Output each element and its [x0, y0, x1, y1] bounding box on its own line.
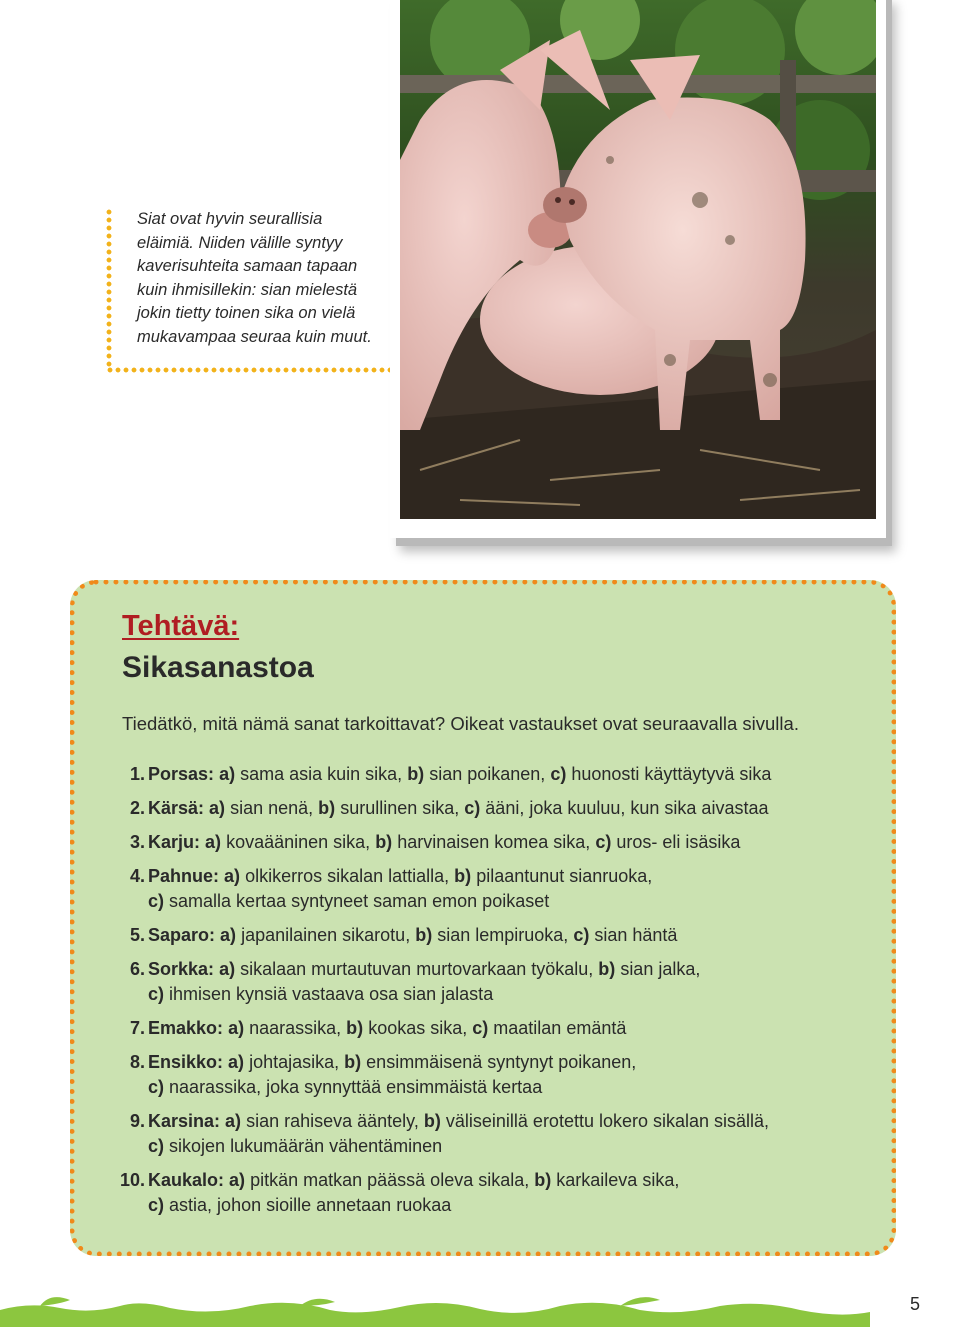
question-number: 2. [129, 798, 145, 818]
question-word: Karsina: [148, 1111, 221, 1131]
option-letter-c: c) [148, 891, 165, 911]
option-letter-b: b) [407, 764, 425, 784]
option-letter-a: a) [229, 1170, 246, 1190]
caption-line: kaverisuhteita samaan tapaan [137, 257, 358, 275]
option-letter-c: c) [148, 984, 165, 1004]
question-number: 5. [129, 925, 145, 945]
question-word: Saparo: [148, 925, 216, 945]
task-label: Tehtävä: [122, 610, 240, 642]
question-word: Sorkka: [148, 959, 215, 979]
option-c: maatilan emäntä [493, 1018, 627, 1038]
option-c: naarassika, joka synnyttää ensimmäistä kertaa [169, 1077, 543, 1097]
option-b: pilaantunut sianruoka, [476, 866, 653, 886]
option-letter-b: b) [344, 1052, 362, 1072]
caption-line: mukavampaa seuraa kuin muut. [137, 327, 372, 346]
question-number: 4. [129, 866, 145, 886]
question-item [120, 1168, 880, 1218]
option-b: väliseinillä erotettu lokero sikalan sisällä, [445, 1111, 770, 1131]
question-number: 6. [129, 959, 145, 979]
question-word: Kärsä: [148, 798, 205, 818]
question-item [120, 923, 880, 948]
caption-line: eläimiä. Niiden välille syntyy [137, 233, 343, 252]
option-letter-c: c) [595, 832, 612, 852]
option-b: surullinen sika, [340, 798, 460, 818]
option-b: karkaileva sika, [556, 1170, 680, 1190]
question-word: Karju: [148, 832, 201, 852]
grass-decoration [0, 1292, 960, 1327]
option-letter-c: c) [573, 925, 590, 945]
option-letter-b: b) [318, 798, 336, 818]
option-letter-a: a) [209, 798, 226, 818]
question-number: 1. [129, 764, 145, 784]
option-c: uros- eli isäsika [616, 832, 741, 852]
task-title: Sikasanastoa [122, 651, 314, 684]
question-number: 3. [129, 832, 145, 852]
question-item [120, 957, 880, 1007]
question-word: Pahnue: [148, 866, 220, 886]
option-letter-c: c) [148, 1077, 165, 1097]
option-letter-a: a) [219, 959, 236, 979]
caption-line: Siat ovat hyvin seurallisia [137, 210, 323, 228]
option-a: johtajasika, [249, 1052, 340, 1072]
question-number: 7. [129, 1018, 145, 1038]
question-item [120, 830, 880, 855]
option-letter-a: a) [219, 764, 236, 784]
option-c: ihmisen kynsiä vastaava osa sian jalasta [169, 984, 494, 1004]
question-item [120, 1050, 880, 1100]
option-letter-b: b) [415, 925, 433, 945]
option-c: huonosti käyttäytyvä sika [571, 764, 772, 784]
question-item [120, 796, 880, 821]
option-b: kookas sika, [368, 1018, 468, 1038]
option-a: sama asia kuin sika, [240, 764, 403, 784]
option-letter-b: b) [375, 832, 393, 852]
task-intro: Tiedätkö, mitä nämä sanat tarkoittavat? Oikeat vastaukset ovat seuraavalla sivulla. [122, 713, 799, 734]
pigs-photo [400, 0, 876, 519]
option-letter-b: b) [534, 1170, 552, 1190]
option-a: pitkän matkan päässä oleva sikala, [250, 1170, 530, 1190]
caption-dotted-border-vertical [106, 208, 112, 368]
option-letter-a: a) [228, 1018, 245, 1038]
question-item [120, 864, 880, 914]
option-a: sian rahiseva ääntely, [246, 1111, 419, 1131]
question-item [120, 1016, 880, 1041]
option-a: japanilainen sikarotu, [241, 925, 411, 945]
option-letter-a: a) [225, 1111, 242, 1131]
page-number: 5 [909, 1294, 920, 1314]
option-c: sikojen lukumäärän vähentäminen [169, 1136, 443, 1156]
option-letter-c: c) [464, 798, 481, 818]
question-word: Kaukalo: [148, 1170, 225, 1190]
option-letter-c: c) [148, 1136, 165, 1156]
caption-line: kuin ihmisillekin: sian mielestä [137, 280, 358, 299]
option-a: naarassika, [249, 1018, 342, 1038]
option-b: sian lempiruoka, [437, 925, 569, 945]
question-word: Ensikko: [148, 1052, 224, 1072]
option-letter-a: a) [220, 925, 237, 945]
question-number: 9. [129, 1111, 145, 1131]
option-b: sian poikanen, [429, 764, 546, 784]
question-number: 10. [120, 1170, 146, 1190]
option-letter-b: b) [346, 1018, 364, 1038]
question-list [120, 762, 880, 1227]
option-letter-b: b) [423, 1111, 441, 1131]
option-letter-c: c) [472, 1018, 489, 1038]
option-letter-b: b) [598, 959, 616, 979]
option-letter-c: c) [550, 764, 567, 784]
option-c: samalla kertaa syntyneet saman emon poikaset [169, 891, 550, 911]
question-number: 8. [129, 1052, 145, 1072]
option-letter-a: a) [224, 866, 241, 886]
option-c: sian häntä [594, 925, 678, 945]
option-letter-b: b) [454, 866, 472, 886]
question-item [120, 762, 880, 787]
option-c: ääni, joka kuuluu, kun sika aivastaa [485, 798, 769, 818]
question-item [120, 1109, 880, 1159]
question-word: Porsas: [148, 764, 215, 784]
option-a: sian nenä, [230, 798, 314, 818]
option-b: sian jalka, [620, 959, 701, 979]
option-letter-a: a) [228, 1052, 245, 1072]
question-word: Emakko: [148, 1018, 224, 1038]
option-a: kovaääninen sika, [226, 832, 371, 852]
option-a: olkikerros sikalan lattialla, [245, 866, 450, 886]
option-letter-c: c) [148, 1195, 165, 1215]
option-b: ensimmäisenä syntynyt poikanen, [366, 1052, 637, 1072]
photo-caption [137, 208, 407, 349]
option-letter-a: a) [205, 832, 222, 852]
option-c: astia, johon sioille annetaan ruokaa [169, 1195, 452, 1215]
option-b: harvinaisen komea sika, [397, 832, 591, 852]
caption-line: jokin tietty toinen sika on vielä [137, 304, 356, 322]
option-a: sikalaan murtautuvan murtovarkaan työkalu, [240, 959, 594, 979]
